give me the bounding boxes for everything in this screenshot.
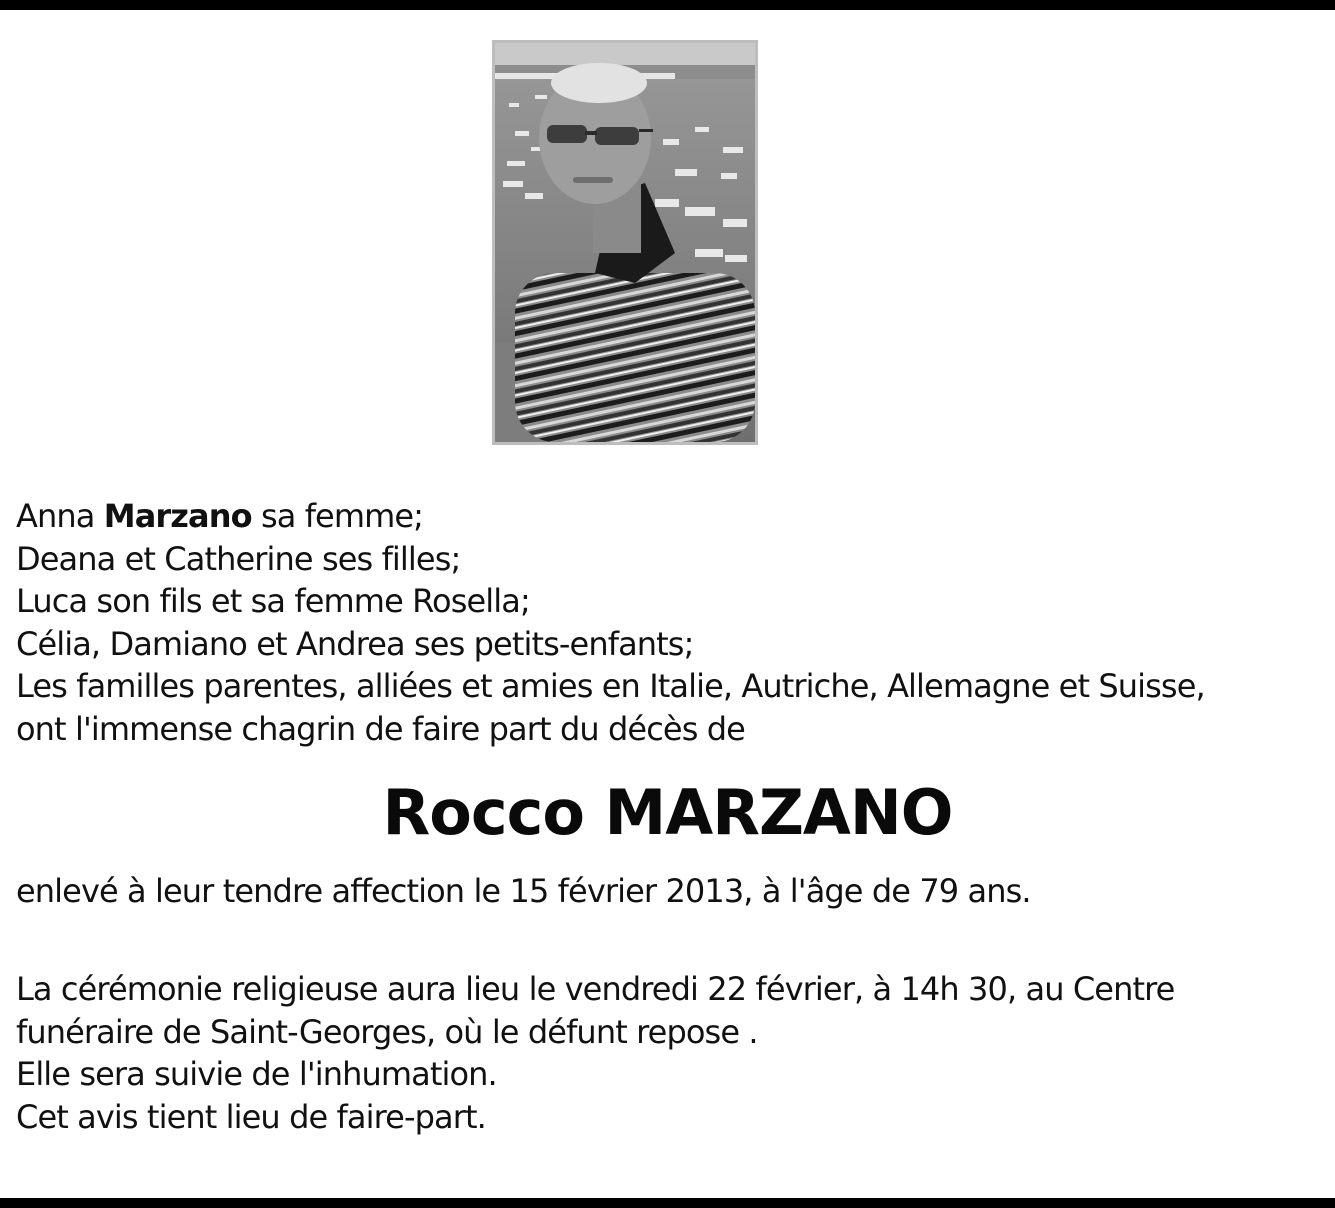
wife-relation: sa femme; <box>260 497 424 535</box>
bottom-rule <box>0 1198 1335 1208</box>
family-line-son: Luca son fils et sa femme Rosella; <box>16 582 530 620</box>
deceased-name: Rocco MARZANO <box>382 776 953 849</box>
family-line-grandchildren: Célia, Damiano et Andrea ses petits-enfants; <box>16 624 694 663</box>
ceremony-details <box>16 968 1316 1138</box>
top-rule <box>0 0 1335 10</box>
ceremony-line: La cérémonie religieuse aura lieu le vendredi 22 février, à 14h 30, au Centre <box>16 970 1175 1008</box>
family-line-wife <box>16 495 1316 538</box>
portrait-photo <box>492 40 758 445</box>
family-line-relatives: Les familles parentes, alliées et amies en Italie, Autriche, Allemagne et Suisse, <box>16 667 1205 705</box>
burial-line: Elle sera suivie de l'inhumation. <box>16 1055 497 1093</box>
wife-first-name: Anna <box>16 497 95 535</box>
notice-line: Cet avis tient lieu de faire-part. <box>16 1097 486 1136</box>
family-announcement <box>16 495 1316 750</box>
portrait-image <box>495 43 755 442</box>
death-date-line: enlevé à leur tendre affection le 15 février 2013, à l'âge de 79 ans. <box>16 872 1031 910</box>
family-line-daughters: Deana et Catherine ses filles; <box>16 539 461 578</box>
family-surname: Marzano <box>103 497 252 535</box>
family-line-announcement: ont l'immense chagrin de faire part du décès de <box>16 709 745 748</box>
ceremony-line: funéraire de Saint-Georges, où le défunt repose . <box>16 1012 758 1051</box>
